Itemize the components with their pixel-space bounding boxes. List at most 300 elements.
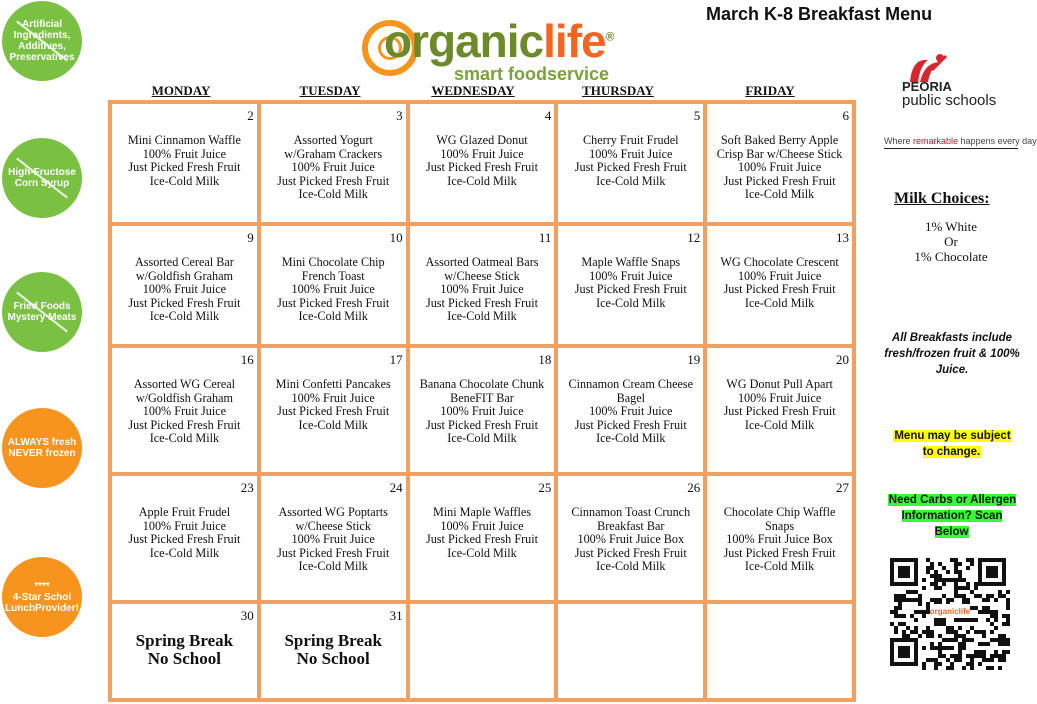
qr-module — [966, 618, 970, 622]
menu-items — [114, 256, 255, 324]
qr-code[interactable] — [890, 558, 1010, 670]
day-number: 16 — [240, 352, 254, 367]
menu-item: 100% Fruit Juice Box — [726, 532, 833, 547]
day-header: THURSDAY — [582, 83, 654, 98]
qr-module — [902, 598, 906, 602]
qr-module — [966, 630, 970, 634]
qr-module — [918, 602, 922, 606]
day-number: 20 — [836, 352, 849, 367]
qr-module — [1002, 614, 1006, 618]
menu-items — [560, 506, 701, 574]
qr-module — [986, 594, 990, 598]
menu-item: WG Chocolate Crescent — [720, 255, 839, 269]
qr-module — [994, 610, 998, 614]
peoria-logo — [882, 52, 1037, 148]
qr-module — [978, 650, 982, 654]
menu-item: Just Picked Fresh Fruit — [425, 160, 539, 175]
qr-module — [950, 654, 954, 658]
badge-text: ALWAYS fresh NEVER frozen — [7, 437, 77, 459]
qr-module — [958, 570, 962, 574]
qr-module — [922, 586, 926, 590]
day-number: 18 — [538, 352, 552, 367]
qr-module — [962, 578, 966, 582]
menu-items — [709, 256, 850, 310]
menu-items — [412, 378, 553, 446]
qr-module — [998, 642, 1002, 646]
menu-item: Assorted WG Poptarts — [278, 505, 388, 519]
qr-module — [950, 662, 954, 666]
qr-module — [938, 574, 942, 578]
qr-module — [914, 626, 918, 630]
qr-module — [914, 630, 918, 634]
menu-item: 100% Fruit Juice — [440, 146, 524, 161]
qr-module — [930, 566, 934, 570]
qr-module — [950, 626, 954, 630]
qr-module — [942, 622, 946, 626]
qr-module — [910, 630, 914, 634]
menu-item: 100% Fruit Juice — [440, 282, 524, 297]
menu-items — [560, 256, 701, 310]
qr-module — [950, 630, 954, 634]
menu-item: Ice-Cold Milk — [149, 309, 220, 324]
qr-module — [990, 614, 994, 618]
qr-module — [934, 578, 938, 582]
qr-module — [894, 594, 898, 598]
tagline-underline — [884, 148, 1018, 149]
qr-module — [894, 630, 898, 634]
day-header: MONDAY — [151, 83, 211, 98]
day-number: 10 — [389, 230, 403, 245]
qr-module — [934, 574, 938, 578]
qr-module — [994, 638, 998, 642]
badge-circle — [2, 408, 82, 488]
break-line: No School — [296, 649, 370, 668]
menu-title: March K-8 Breakfast Menu — [706, 4, 933, 24]
day-cell — [410, 104, 555, 222]
day-cell — [410, 226, 555, 344]
day-cell — [112, 104, 257, 222]
day-cell — [410, 348, 555, 472]
qr-module — [934, 570, 938, 574]
day-cell — [112, 604, 257, 698]
day-cell — [707, 348, 852, 472]
qr-module — [982, 610, 986, 614]
qr-module — [894, 610, 898, 614]
qr-module — [990, 630, 994, 634]
qr-module — [902, 622, 906, 626]
qr-module — [898, 594, 902, 598]
qr-module — [902, 634, 906, 638]
menu-item: Assorted Yogurt — [293, 133, 373, 147]
menu-item: Cherry Fruit Frudel — [583, 133, 679, 147]
qr-module — [954, 562, 958, 566]
day-cell — [112, 348, 257, 472]
day-number: 9 — [247, 230, 254, 245]
day-cell — [112, 226, 257, 344]
day-cell — [261, 604, 406, 698]
menu-items — [263, 134, 404, 202]
day-cell — [410, 476, 555, 600]
qr-module — [950, 646, 954, 650]
qr-module — [894, 614, 898, 618]
day-number: 27 — [836, 480, 849, 495]
qr-module — [958, 634, 962, 638]
qr-module — [934, 618, 938, 622]
day-number: 12 — [687, 230, 701, 245]
menu-calendar — [108, 100, 856, 702]
qr-module — [954, 578, 958, 582]
menu-item: 100% Fruit Juice — [291, 532, 375, 547]
menu-item: French Toast — [301, 268, 365, 283]
qr-module — [962, 634, 966, 638]
qr-module — [946, 666, 950, 670]
qr-module — [950, 598, 954, 602]
qr-module — [974, 586, 978, 590]
qr-module — [966, 598, 970, 602]
carbs-allergen-note: Need Carbs or Allergen Information? Scan Below — [888, 494, 1017, 538]
qr-module — [898, 614, 902, 618]
qr-module — [966, 662, 970, 666]
qr-module — [934, 658, 938, 662]
qr-module — [974, 654, 978, 658]
qr-module — [982, 642, 986, 646]
qr-module — [922, 666, 926, 670]
menu-item: Soft Baked Berry Apple — [720, 133, 839, 147]
qr-module — [926, 558, 930, 562]
menu-items — [412, 506, 553, 560]
qr-module — [962, 598, 966, 602]
qr-module — [926, 634, 930, 638]
qr-module — [970, 618, 974, 622]
qr-module — [1006, 614, 1010, 618]
qr-finder — [986, 566, 998, 578]
menu-item: Ice-Cold Milk — [596, 173, 666, 188]
qr-module — [990, 622, 994, 626]
qr-module — [990, 610, 994, 614]
menu-item: Ice-Cold Milk — [298, 187, 368, 202]
qr-module — [938, 578, 942, 582]
qr-module — [906, 634, 910, 638]
menu-item: w/Graham Crackers — [284, 146, 383, 161]
qr-module — [994, 618, 998, 622]
day-number: 3 — [396, 108, 403, 123]
badge-circle — [2, 557, 82, 637]
qr-module — [946, 630, 950, 634]
day-cell — [558, 604, 703, 698]
menu-item: Just Picked Fresh Fruit — [277, 545, 390, 560]
qr-module — [946, 646, 950, 650]
menu-item: Mini Chocolate Chip — [281, 255, 385, 269]
qr-module — [922, 662, 926, 666]
menu-item: Mini Cinnamon Waffle — [127, 133, 241, 147]
menu-item: Just Picked Fresh Fruit — [128, 417, 241, 432]
qr-module — [974, 582, 978, 586]
qr-module — [974, 594, 978, 598]
day-number: 19 — [687, 352, 701, 367]
qr-module — [930, 562, 934, 566]
qr-module — [890, 622, 894, 626]
qr-module — [938, 622, 942, 626]
qr-module — [978, 610, 982, 614]
menu-item: Just Picked Fresh Fruit — [277, 295, 390, 310]
menu-item: Banana Chocolate Chunk — [419, 377, 545, 391]
badge-text: High-Fructose Corn Syrup — [8, 167, 76, 189]
qr-module — [934, 666, 938, 670]
qr-module — [918, 634, 922, 638]
qr-module — [938, 586, 942, 590]
menu-item: Ice-Cold Milk — [149, 431, 220, 446]
qr-module — [894, 626, 898, 630]
qr-module — [930, 658, 934, 662]
qr-module — [1006, 650, 1010, 654]
milk-option: 1% White — [924, 219, 978, 234]
qr-module — [978, 594, 982, 598]
menu-item: Just Picked Fresh Fruit — [128, 160, 241, 175]
qr-module — [978, 654, 982, 658]
qr-module — [926, 658, 930, 662]
qr-module — [942, 618, 946, 622]
day-cell — [410, 604, 555, 698]
menu-item: Ice-Cold Milk — [744, 417, 815, 432]
qr-module — [966, 566, 970, 570]
qr-module — [918, 610, 922, 614]
qr-module — [962, 594, 966, 598]
day-cell — [261, 348, 406, 472]
day-number: 13 — [836, 230, 849, 245]
qr-module — [1002, 658, 1006, 662]
qr-module — [906, 590, 910, 594]
qr-module — [910, 590, 914, 594]
qr-module — [954, 590, 958, 594]
day-cell — [707, 104, 852, 222]
qr-module — [966, 586, 970, 590]
qr-module — [914, 590, 918, 594]
organiclife-logo — [362, 14, 652, 86]
qr-module — [986, 598, 990, 602]
menu-item: Chocolate Chip Waffle — [723, 505, 836, 519]
qr-module — [954, 658, 958, 662]
qr-module — [938, 634, 942, 638]
qr-module — [994, 626, 998, 630]
qr-module — [942, 654, 946, 658]
menu-items — [114, 134, 255, 188]
menu-item: Just Picked Fresh Fruit — [574, 282, 687, 297]
menu-items — [560, 134, 701, 188]
qr-module — [998, 654, 1002, 658]
qr-module — [970, 658, 974, 662]
qr-module — [970, 638, 974, 642]
qr-module — [1006, 642, 1010, 646]
day-header: TUESDAY — [299, 83, 361, 98]
menu-items — [709, 506, 850, 574]
qr-module — [990, 658, 994, 662]
menu-item: Crisp Bar w/Cheese Stick — [716, 146, 843, 161]
qr-module — [946, 658, 950, 662]
qr-module — [894, 606, 898, 610]
qr-module — [974, 630, 978, 634]
menu-item: Just Picked Fresh Fruit — [277, 404, 390, 419]
qr-module — [950, 578, 954, 582]
day-number: 11 — [538, 230, 552, 245]
qr-module — [938, 662, 942, 666]
qr-module — [970, 562, 974, 566]
qr-module — [970, 662, 974, 666]
menu-items — [412, 256, 553, 324]
qr-module — [954, 570, 958, 574]
qr-logo-text: organiclife — [929, 607, 971, 616]
day-number: 23 — [240, 480, 254, 495]
menu-item: Cinnamon Cream Cheese — [568, 377, 694, 391]
qr-module — [946, 598, 950, 602]
day-cell — [558, 348, 703, 472]
milk-options — [888, 219, 1014, 264]
menu-item: Just Picked Fresh Fruit — [574, 545, 687, 560]
logo-wordmark: organiclife® — [384, 15, 614, 67]
day-cell — [261, 104, 406, 222]
qr-module — [946, 626, 950, 630]
qr-module — [970, 666, 974, 670]
qr-module — [954, 566, 958, 570]
qr-module — [922, 614, 926, 618]
badge-text: Fried Foods Mystery Meats — [7, 301, 77, 323]
day-cell — [261, 226, 406, 344]
qr-module — [894, 598, 898, 602]
qr-module — [958, 578, 962, 582]
qr-module — [998, 658, 1002, 662]
badge-circle — [2, 1, 82, 81]
qr-module — [994, 654, 998, 658]
qr-module — [906, 598, 910, 602]
subject-to-change-note: Menu may be subject to change. — [894, 430, 1011, 458]
menu-item: w/Goldfish Graham — [135, 268, 233, 283]
menu-items — [263, 256, 404, 324]
qr-module — [930, 642, 934, 646]
menu-item: Mini Maple Waffles — [432, 505, 532, 519]
qr-module — [1006, 602, 1010, 606]
qr-module — [966, 638, 970, 642]
qr-module — [954, 634, 958, 638]
menu-item: Ice-Cold Milk — [149, 173, 220, 188]
menu-item: Ice-Cold Milk — [596, 431, 666, 446]
menu-item: Just Picked Fresh Fruit — [723, 282, 836, 297]
qr-module — [898, 606, 902, 610]
qr-module — [926, 570, 930, 574]
day-number: 24 — [389, 480, 403, 495]
menu-item: Ice-Cold Milk — [596, 295, 666, 310]
qr-module — [934, 622, 938, 626]
qr-module — [930, 582, 934, 586]
qr-module — [1002, 654, 1006, 658]
qr-module — [934, 586, 938, 590]
qr-module — [974, 650, 978, 654]
qr-module — [942, 594, 946, 598]
qr-module — [958, 594, 962, 598]
qr-module — [938, 646, 942, 650]
day-cell — [707, 226, 852, 344]
qr-module — [998, 638, 1002, 642]
menu-item: Ice-Cold Milk — [744, 559, 815, 574]
menu-item: Breakfast Bar — [597, 518, 665, 533]
qr-module — [978, 642, 982, 646]
qr-module — [982, 654, 986, 658]
day-number: 30 — [240, 608, 254, 623]
menu-item: Assorted WG Cereal — [133, 377, 236, 391]
day-cell — [707, 604, 852, 698]
qr-module — [946, 638, 950, 642]
spring-break-note — [112, 632, 257, 668]
menu-items — [709, 378, 850, 432]
all-breakfasts-note: All Breakfasts include fresh/frozen fruit & 100% Juice. — [884, 332, 1020, 376]
break-line: No School — [147, 649, 221, 668]
menu-item: Maple Waffle Snaps — [581, 255, 681, 269]
menu-items — [412, 134, 553, 188]
menu-item: 100% Fruit Juice — [291, 390, 375, 405]
qr-module — [990, 594, 994, 598]
qr-module — [990, 638, 994, 642]
menu-item: 100% Fruit Juice — [142, 146, 227, 161]
menu-item: w/Goldfish Graham — [135, 390, 233, 405]
qr-module — [990, 666, 994, 670]
menu-item: Ice-Cold Milk — [596, 559, 666, 574]
qr-module — [1002, 642, 1006, 646]
qr-module — [906, 626, 910, 630]
qr-module — [958, 642, 962, 646]
qr-module — [938, 654, 942, 658]
qr-module — [922, 646, 926, 650]
day-number: 4 — [544, 108, 552, 123]
qr-module — [954, 594, 958, 598]
qr-module — [982, 606, 986, 610]
qr-module — [962, 586, 966, 590]
qr-module — [994, 598, 998, 602]
milk-option: Or — [944, 234, 958, 249]
qr-module — [954, 586, 958, 590]
qr-module — [938, 618, 942, 622]
menu-item: Just Picked Fresh Fruit — [128, 532, 241, 547]
qr-module — [914, 598, 918, 602]
break-line: Spring Break — [135, 631, 234, 650]
qr-module — [926, 626, 930, 630]
qr-module — [930, 630, 934, 634]
qr-module — [934, 662, 938, 666]
qr-module — [898, 598, 902, 602]
milk-option: 1% Chocolate — [914, 249, 988, 264]
menu-item: Just Picked Fresh Fruit — [574, 417, 687, 432]
qr-module — [914, 618, 918, 622]
menu-items — [263, 378, 404, 432]
menu-item: Ice-Cold Milk — [298, 417, 368, 432]
qr-module — [966, 654, 970, 658]
qr-module — [962, 666, 966, 670]
qr-module — [986, 666, 990, 670]
qr-module — [962, 646, 966, 650]
qr-module — [910, 614, 914, 618]
menu-item: 100% Fruit Juice — [440, 518, 524, 533]
qr-module — [982, 658, 986, 662]
menu-item: Just Picked Fresh Fruit — [425, 295, 539, 310]
menu-item: 100% Fruit Juice — [291, 282, 375, 297]
menu-item: 100% Fruit Juice — [589, 146, 673, 161]
qr-module — [962, 618, 966, 622]
qr-module — [1006, 598, 1010, 602]
qr-module — [918, 598, 922, 602]
menu-item: Ice-Cold Milk — [744, 295, 815, 310]
qr-module — [926, 566, 930, 570]
qr-module — [934, 646, 938, 650]
qr-module — [958, 646, 962, 650]
qr-module — [1006, 618, 1010, 622]
menu-item: Bagel — [616, 390, 645, 405]
